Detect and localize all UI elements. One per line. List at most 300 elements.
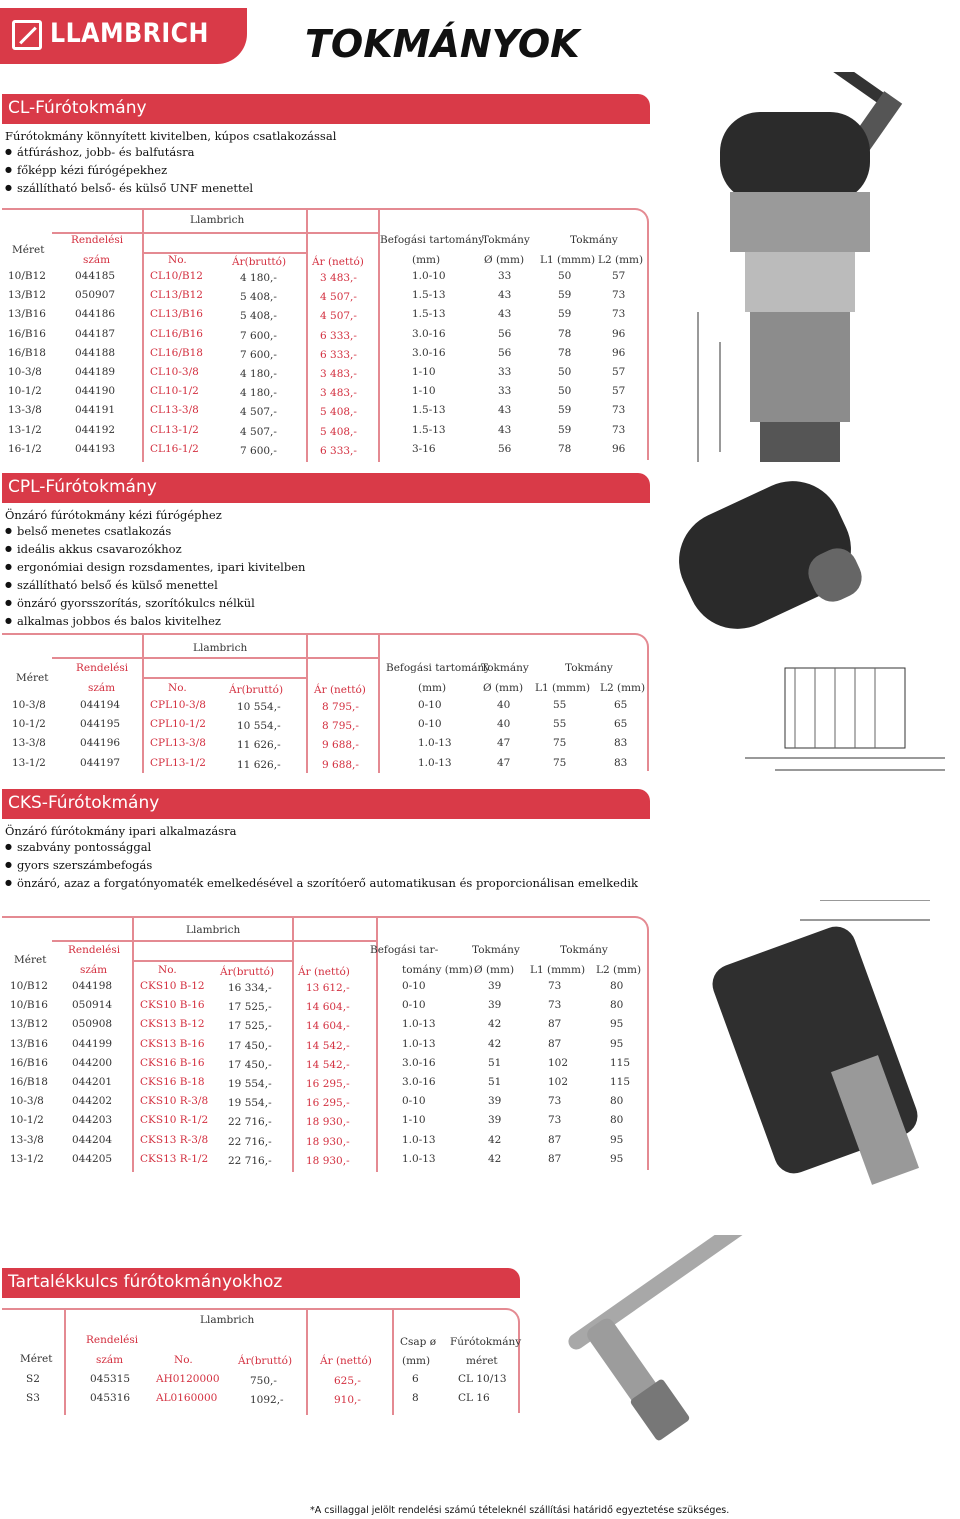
table-cell: 4 507,- <box>320 291 357 304</box>
table-cell: 1.5-13 <box>412 404 446 417</box>
table-cell: 14 542,- <box>306 1039 350 1052</box>
footer-note: *A csillaggal jelölt rendelési számú tételeknél szállítási határidő egyeztetése szükséges. <box>310 1505 730 1516</box>
table-cell: 14 604,- <box>306 1001 350 1014</box>
intro-lead: Önzáró fúrótokmány kézi fúrógéphez <box>5 508 222 522</box>
column-header: Méret <box>12 244 45 256</box>
table-cell: CL 16 <box>458 1392 490 1404</box>
table-cell: 80 <box>610 1095 624 1108</box>
table-cell: 4 180,- <box>240 368 277 380</box>
table-cell: 044195 <box>80 718 121 731</box>
column-header: No. <box>168 254 187 266</box>
row-size: 10-3/8 <box>10 1095 44 1108</box>
table-cell: 96 <box>612 442 626 455</box>
table-cell: 625,- <box>334 1375 361 1387</box>
table-cell: 39 <box>488 1095 502 1108</box>
table-cell: 16 334,- <box>228 982 272 994</box>
table-cell: 750,- <box>250 1375 277 1387</box>
table-divider <box>132 960 292 962</box>
column-header: L1 (mmm) <box>530 964 586 976</box>
table-cell: 3 483,- <box>320 368 357 380</box>
table-cell: 80 <box>610 999 624 1012</box>
table-cell: 51 <box>488 1056 502 1069</box>
table-cell: 57 <box>612 270 626 282</box>
table-divider <box>142 677 306 679</box>
table-cell: 3-16 <box>412 442 436 455</box>
table-cell: 050908 <box>72 1018 113 1031</box>
table-cell: 95 <box>610 1152 624 1165</box>
column-header: L1 (mmm) <box>535 682 591 694</box>
table-cell: 17 525,- <box>228 1020 272 1033</box>
table-cell: 50 <box>558 270 572 282</box>
row-size: 13-3/8 <box>10 1133 44 1146</box>
row-size: 10/B12 <box>10 980 48 992</box>
column-header: Csap ø <box>400 1336 437 1348</box>
table-cell: 17 525,- <box>228 1001 272 1014</box>
section-banner: CKS-Fúrótokmány <box>2 789 650 819</box>
column-header: Befogási tar- <box>370 944 439 956</box>
table-cell: CKS10 R-1/2 <box>140 1114 209 1127</box>
table-cell: 044205 <box>72 1152 113 1165</box>
table-divider <box>292 918 294 1172</box>
table-cell: CL10-3/8 <box>150 366 199 378</box>
table-cell: 1.5-13 <box>412 289 446 302</box>
bullet-item: ● önzáró, azaz a forgatónyomaték emelkedésével a szorítóerő automatikusan és proporcionálisan emelkedik <box>5 875 638 893</box>
table-cell: 3.0-16 <box>412 327 446 340</box>
table-divider <box>378 635 380 773</box>
table-cell: 0-10 <box>418 718 442 731</box>
column-header: szám <box>83 254 111 266</box>
table-cell: 78 <box>558 327 572 340</box>
column-header: Befogási tartomány <box>380 234 485 246</box>
table-cell: 65 <box>614 718 628 731</box>
cpl-chuck-image <box>670 465 870 655</box>
table-cell: 43 <box>498 308 512 321</box>
table-cell: 73 <box>548 1095 562 1108</box>
table-cell: 11 626,- <box>237 758 281 771</box>
column-header: Tokmány <box>481 662 529 674</box>
table-cell: 75 <box>553 756 567 769</box>
table-cell: 044191 <box>75 404 116 417</box>
column-header: Ár (nettó) <box>314 684 366 696</box>
table-cell: 5 408,- <box>320 425 357 438</box>
table-cell: 42 <box>488 1037 502 1050</box>
row-size: 13-1/2 <box>10 1152 44 1165</box>
table-divider <box>64 1310 66 1415</box>
column-header: No. <box>158 964 177 976</box>
table-cell: 87 <box>548 1152 562 1165</box>
table-cell: 045316 <box>90 1392 131 1404</box>
table-cell: 044189 <box>75 366 116 378</box>
table-cell: 050907 <box>75 289 116 302</box>
table-cell: 55 <box>553 718 567 731</box>
table-cell: 73 <box>548 980 562 992</box>
bullet-list <box>5 839 638 893</box>
row-size: 10/B16 <box>10 999 48 1012</box>
table-cell: CL10-1/2 <box>150 385 199 398</box>
table-cell: 33 <box>498 385 512 398</box>
table-cell: 56 <box>498 327 512 340</box>
table-cell: 96 <box>612 327 626 340</box>
row-size: 16/B16 <box>8 327 46 340</box>
row-size: S3 <box>26 1392 40 1404</box>
table-cell: 87 <box>548 1037 562 1050</box>
column-header: Llambrich <box>193 642 248 654</box>
table-cell: 4 180,- <box>240 387 277 400</box>
column-header: szám <box>80 964 108 976</box>
row-size: 10-1/2 <box>12 718 46 731</box>
table-cell: 044199 <box>72 1037 113 1050</box>
row-size: 13-3/8 <box>8 404 42 417</box>
column-header: Méret <box>14 954 47 966</box>
bullet-list <box>5 523 305 631</box>
table-cell: CKS13 R-3/8 <box>140 1133 209 1146</box>
table-cell: CKS13 R-1/2 <box>140 1152 209 1165</box>
row-size: 13/B12 <box>8 289 46 302</box>
table-cell: 9 688,- <box>322 758 359 771</box>
column-header: Rendelési <box>68 944 121 956</box>
table-cell: 59 <box>558 308 572 321</box>
table-cell: 73 <box>612 404 626 417</box>
table-cell: 0-10 <box>402 999 426 1012</box>
table-cell: 73 <box>612 423 626 436</box>
table-cell: CKS10 R-3/8 <box>140 1095 209 1108</box>
table-cell: 96 <box>612 346 626 359</box>
row-size: 10-1/2 <box>8 385 42 398</box>
table-cell: 044196 <box>80 737 121 750</box>
bullet-item: ● szabvány pontossággal <box>5 839 638 857</box>
column-header: Llambrich <box>190 214 245 226</box>
table-cell: 33 <box>498 270 512 282</box>
table-cell: 10 554,- <box>237 701 281 713</box>
column-header: Befogási tartomány <box>386 662 491 674</box>
table-cell: 39 <box>488 1114 502 1127</box>
column-header: Ár (nettó) <box>320 1355 372 1367</box>
table-cell: CL10/B12 <box>150 270 203 282</box>
table-cell: 83 <box>614 737 628 750</box>
table-cell: 22 716,- <box>228 1135 272 1148</box>
table-cell: 7 600,- <box>240 329 277 342</box>
column-header: L2 (mm) <box>596 964 642 976</box>
table-cell: 47 <box>497 737 511 750</box>
table-cell: 044194 <box>80 699 121 711</box>
column-header: Tokmány <box>570 234 618 246</box>
table-cell: CL16-1/2 <box>150 442 199 455</box>
section-banner: CL-Fúrótokmány <box>2 94 650 124</box>
chuck-key-image <box>540 1235 780 1455</box>
table-cell: 17 450,- <box>228 1058 272 1071</box>
column-header: Rendelési <box>71 234 124 246</box>
table-divider <box>52 940 376 942</box>
table-cell: 59 <box>558 404 572 417</box>
column-header: L2 (mm) <box>600 682 646 694</box>
table-cell: 5 408,- <box>240 310 277 323</box>
row-size: 10-3/8 <box>12 699 46 711</box>
table-cell: AL0160000 <box>156 1392 218 1404</box>
table-cell: 47 <box>497 756 511 769</box>
table-cell: 59 <box>558 289 572 302</box>
table-cell: 3 483,- <box>320 387 357 400</box>
cpl-drawing-image <box>735 658 955 778</box>
column-header: Ø (mm) <box>474 964 515 976</box>
table-cell: 1.0-13 <box>402 1152 436 1165</box>
table-cell: 65 <box>614 699 628 711</box>
table-cell: 6 <box>412 1373 419 1385</box>
table-cell: 22 716,- <box>228 1116 272 1129</box>
table-cell: 050914 <box>72 999 113 1012</box>
table-cell: CKS13 B-12 <box>140 1018 205 1031</box>
table-divider <box>392 1310 394 1415</box>
table-cell: 42 <box>488 1133 502 1146</box>
table-cell: 13 612,- <box>306 982 350 994</box>
table-cell: 7 600,- <box>240 444 277 457</box>
table-cell: 6 333,- <box>320 348 357 361</box>
table-cell: 19 554,- <box>228 1078 272 1090</box>
table-cell: 33 <box>498 366 512 378</box>
table-cell: 5 408,- <box>320 406 357 419</box>
table-cell: CPL10-3/8 <box>150 699 206 711</box>
table-cell: 044202 <box>72 1095 113 1108</box>
table-cell: 044201 <box>72 1076 113 1088</box>
table-cell: 73 <box>612 289 626 302</box>
table-cell: 78 <box>558 346 572 359</box>
table-cell: 87 <box>548 1018 562 1031</box>
table-divider <box>52 657 378 659</box>
table-cell: 73 <box>548 1114 562 1127</box>
table-cell: 044187 <box>75 327 116 340</box>
table-cell: CL16/B18 <box>150 346 203 359</box>
table-cell: 044192 <box>75 423 116 436</box>
table-cell: 044204 <box>72 1133 113 1146</box>
column-header: Tokmány <box>565 662 613 674</box>
table-cell: 3.0-16 <box>402 1076 436 1088</box>
bullet-list <box>5 144 336 198</box>
row-size: S2 <box>26 1373 40 1385</box>
table-cell: CPL10-1/2 <box>150 718 206 731</box>
column-header: L2 (mm) <box>598 254 644 266</box>
section-banner: Tartalékkulcs fúrótokmányokhoz <box>2 1268 520 1298</box>
key-table <box>2 1308 520 1413</box>
table-cell: 8 795,- <box>322 720 359 733</box>
row-size: 16/B16 <box>10 1056 48 1069</box>
table-cell: CPL13-3/8 <box>150 737 206 750</box>
row-size: 13-3/8 <box>12 737 46 750</box>
row-size: 16-1/2 <box>8 442 42 455</box>
table-cell: 9 688,- <box>322 739 359 752</box>
table-divider <box>376 918 378 1172</box>
bullet-item: ● ideális akkus csavarozókhoz <box>5 541 305 559</box>
table-cell: 57 <box>612 366 626 378</box>
bullet-item: ● gyors szerszámbefogás <box>5 857 638 875</box>
table-cell: 51 <box>488 1076 502 1088</box>
price-table <box>2 208 649 460</box>
table-cell: 19 554,- <box>228 1097 272 1110</box>
column-header: Llambrich <box>200 1314 255 1326</box>
table-cell: 56 <box>498 346 512 359</box>
table-cell: 044185 <box>75 270 116 282</box>
table-cell: 044203 <box>72 1114 113 1127</box>
table-cell: 43 <box>498 423 512 436</box>
table-cell: CKS13 B-16 <box>140 1037 205 1050</box>
table-cell: CPL13-1/2 <box>150 756 206 769</box>
table-cell: 42 <box>488 1018 502 1031</box>
table-cell: 0-10 <box>402 980 426 992</box>
table-divider <box>132 918 134 1172</box>
column-header: Ár(bruttó) <box>238 1355 293 1367</box>
table-cell: 14 542,- <box>306 1058 350 1071</box>
column-header: Tokmány <box>560 944 608 956</box>
table-cell: 045315 <box>90 1373 131 1385</box>
table-cell: 3.0-16 <box>412 346 446 359</box>
table-cell: 4 507,- <box>240 425 277 438</box>
table-divider <box>306 635 308 773</box>
table-cell: 43 <box>498 289 512 302</box>
bullet-item: ● belső menetes csatlakozás <box>5 523 305 541</box>
row-size: 13/B12 <box>10 1018 48 1031</box>
table-cell: 6 333,- <box>320 444 357 457</box>
table-divider <box>142 635 144 773</box>
table-cell: CKS16 B-18 <box>140 1076 205 1088</box>
table-cell: 1.5-13 <box>412 308 446 321</box>
table-cell: 59 <box>558 423 572 436</box>
row-size: 10-3/8 <box>8 366 42 378</box>
table-cell: 044198 <box>72 980 113 992</box>
table-cell: 044190 <box>75 385 116 398</box>
column-header: Rendelési <box>86 1334 139 1346</box>
row-size: 16/B18 <box>10 1076 48 1088</box>
table-cell: 57 <box>612 385 626 398</box>
table-cell: 8 795,- <box>322 701 359 713</box>
section-banner: CPL-Fúrótokmány <box>2 473 650 503</box>
table-cell: 78 <box>558 442 572 455</box>
column-header: Rendelési <box>76 662 129 674</box>
table-cell: 115 <box>610 1056 631 1069</box>
logo-icon <box>12 20 42 50</box>
bullet-item: ● szállítható belső és külső menettel <box>5 577 305 595</box>
table-cell: 044193 <box>75 442 116 455</box>
column-header: Ár(bruttó) <box>229 684 284 696</box>
table-cell: 1.0-13 <box>402 1018 436 1031</box>
table-cell: 1.0-13 <box>418 756 452 769</box>
column-header: No. <box>174 1354 193 1366</box>
row-size: 13/B16 <box>8 308 46 321</box>
table-cell: 044186 <box>75 308 116 321</box>
intro-lead: Önzáró fúrótokmány ipari alkalmazásra <box>5 824 237 838</box>
table-cell: CL13-3/8 <box>150 404 199 417</box>
table-cell: 044197 <box>80 756 121 769</box>
table-cell: 50 <box>558 385 572 398</box>
table-cell: 22 716,- <box>228 1154 272 1167</box>
column-header: Ár(bruttó) <box>232 256 287 268</box>
cl-chuck-image <box>690 72 958 470</box>
price-table <box>2 916 649 1170</box>
table-cell: 16 295,- <box>306 1097 350 1110</box>
table-cell: CKS16 B-16 <box>140 1056 205 1069</box>
table-cell: 4 507,- <box>240 406 277 419</box>
column-header: tomány (mm) <box>402 964 473 976</box>
table-cell: 102 <box>548 1076 569 1088</box>
table-cell: CKS10 B-16 <box>140 999 205 1012</box>
table-cell: 95 <box>610 1133 624 1146</box>
table-divider <box>142 210 144 462</box>
column-header: méret <box>466 1355 498 1367</box>
row-size: 10-1/2 <box>10 1114 44 1127</box>
table-cell: 40 <box>497 718 511 731</box>
table-cell: 95 <box>610 1037 624 1050</box>
row-size: 13-1/2 <box>8 423 42 436</box>
table-cell: 044188 <box>75 346 116 359</box>
column-header: Llambrich <box>186 924 241 936</box>
column-header: (mm) <box>412 254 441 266</box>
table-cell: 044200 <box>72 1056 113 1069</box>
column-header: Tokmány <box>482 234 530 246</box>
bullet-item: ● alkalmas jobbos és balos kivitelhez <box>5 613 305 631</box>
column-header: Tokmány <box>472 944 520 956</box>
column-header: L1 (mmm) <box>540 254 596 266</box>
table-cell: 39 <box>488 980 502 992</box>
table-cell: 4 180,- <box>240 272 277 284</box>
table-cell: 39 <box>488 999 502 1012</box>
intro-lead: Fúrótokmány könnyített kivitelben, kúpos csatlakozással <box>5 129 337 143</box>
column-header: szám <box>88 682 116 694</box>
table-divider <box>306 1310 308 1415</box>
column-header: Ár (nettó) <box>298 966 350 978</box>
page-title: TOKMÁNYOK <box>305 22 580 66</box>
table-cell: 6 333,- <box>320 329 357 342</box>
bullet-item: ● önzáró gyorsszorítás, szorítókulcs nélkül <box>5 595 305 613</box>
table-cell: 87 <box>548 1133 562 1146</box>
table-cell: 50 <box>558 366 572 378</box>
row-size: 10/B12 <box>8 270 46 282</box>
table-cell: 1092,- <box>250 1394 284 1406</box>
section-intro <box>5 128 336 198</box>
column-header: Ø (mm) <box>483 682 524 694</box>
table-cell: 1.0-10 <box>412 270 446 282</box>
table-cell: 56 <box>498 442 512 455</box>
table-cell: 1-10 <box>412 385 436 398</box>
table-cell: 8 <box>412 1392 419 1404</box>
table-cell: 16 295,- <box>306 1078 350 1090</box>
column-header: Méret <box>20 1353 53 1365</box>
table-divider <box>378 210 380 462</box>
table-cell: 18 930,- <box>306 1116 350 1129</box>
table-cell: 11 626,- <box>237 739 281 752</box>
table-cell: 1.5-13 <box>412 423 446 436</box>
table-cell: 42 <box>488 1152 502 1165</box>
table-cell: 0-10 <box>402 1095 426 1108</box>
table-cell: 83 <box>614 756 628 769</box>
bullet-item: ● ergonómiai design rozsdamentes, ipari kivitelben <box>5 559 305 577</box>
table-cell: 1.0-13 <box>402 1037 436 1050</box>
table-cell: 40 <box>497 699 511 711</box>
table-cell: 73 <box>548 999 562 1012</box>
row-size: 13-1/2 <box>12 756 46 769</box>
table-cell: 0-10 <box>418 699 442 711</box>
bullet-item: ● átfúráshoz, jobb- és balfutásra <box>5 144 336 162</box>
table-cell: 5 408,- <box>240 291 277 304</box>
table-cell: 18 930,- <box>306 1135 350 1148</box>
table-cell: 910,- <box>334 1394 361 1406</box>
column-header: No. <box>168 682 187 694</box>
section-intro <box>5 823 638 893</box>
table-cell: 80 <box>610 980 624 992</box>
brand-name: LLAMBRICH <box>50 18 209 49</box>
table-cell: CL16/B16 <box>150 327 203 340</box>
table-cell: 7 600,- <box>240 348 277 361</box>
table-cell: 18 930,- <box>306 1154 350 1167</box>
bullet-item: ● szállítható belső- és külső UNF menettel <box>5 180 336 198</box>
bullet-item: ● főképp kézi fúrógépekhez <box>5 162 336 180</box>
price-table <box>2 633 649 771</box>
